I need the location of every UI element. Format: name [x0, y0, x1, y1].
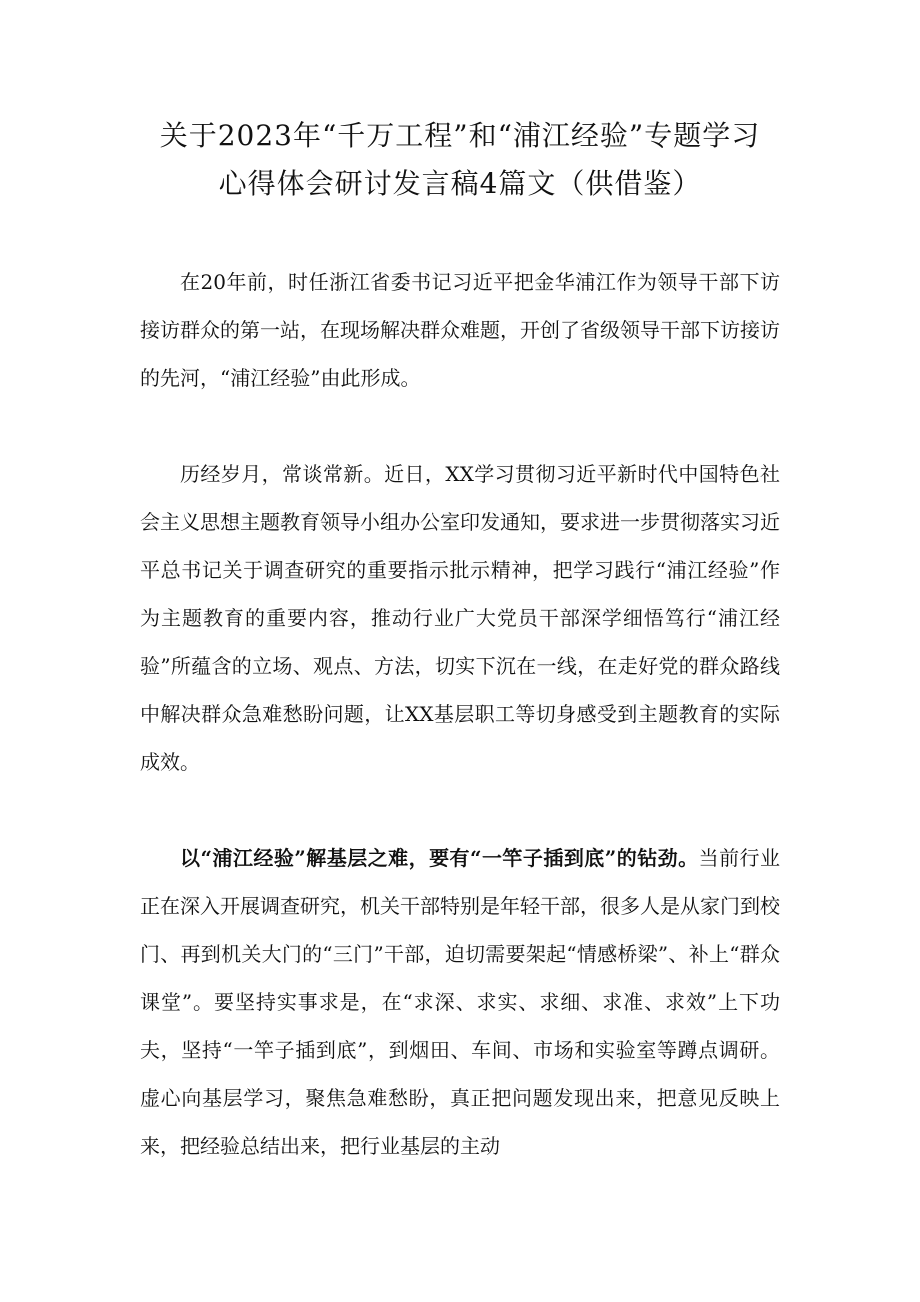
title-line-1: 关于2023年“千万工程”和“浦江经验”专题学习 — [159, 119, 761, 152]
paragraph-1 — [140, 258, 780, 402]
paragraph-2 — [140, 450, 780, 786]
paragraph-3-text: 当前行业正在深入开展调查研究，机关干部特别是年轻干部，很多人是从家门到校门、再到机关大门的“三门”干部，迫切需要架起“情感桥梁”、补上“群众课堂”。要坚持实事求是，在“求深、求实、求细、求准、求效”上下功夫，坚持“一竿子插到底”，到烟田、车间、市场和实验室等蹲点调研。虚心向基层学习，聚焦急难愁盼，真正把问题发现出来，把意见反映上来，把经验总结出来，把行业基层的主动 — [140, 846, 781, 1158]
paragraph-2-text: 历经岁月，常谈常新。近日，XX学习贯彻习近平新时代中国特色社会主义思想主题教育领导小组办公室印发通知，要求进一步贯彻落实习近平总书记关于调查研究的重要指示批示精神，把学习践行“浦江经验”作为主题教育的重要内容，推动行业广大党员干部深学细悟笃行“浦江经验”所蕴含的立场、观点、方法，切实下沉在一线，在走好党的群众路线中解决群众急难愁盼问题，让XX基层职工等切身感受到主题教育的实际成效。 — [140, 462, 780, 774]
title-line-2: 心得体会研讨发言稿4篇文（供借鉴） — [218, 167, 702, 200]
paragraph-1-text: 在20年前，时任浙江省委书记习近平把金华浦江作为领导干部下访接访群众的第一站，在现场解决群众难题，开创了省级领导干部下访接访的先河，“浦江经验”由此形成。 — [140, 270, 780, 390]
document-title — [110, 112, 810, 208]
paragraph-3 — [140, 834, 780, 1170]
paragraph-3-lead: 以“浦江经验”解基层之难，要有“一竿子插到底”的钻劲。 — [180, 846, 699, 870]
